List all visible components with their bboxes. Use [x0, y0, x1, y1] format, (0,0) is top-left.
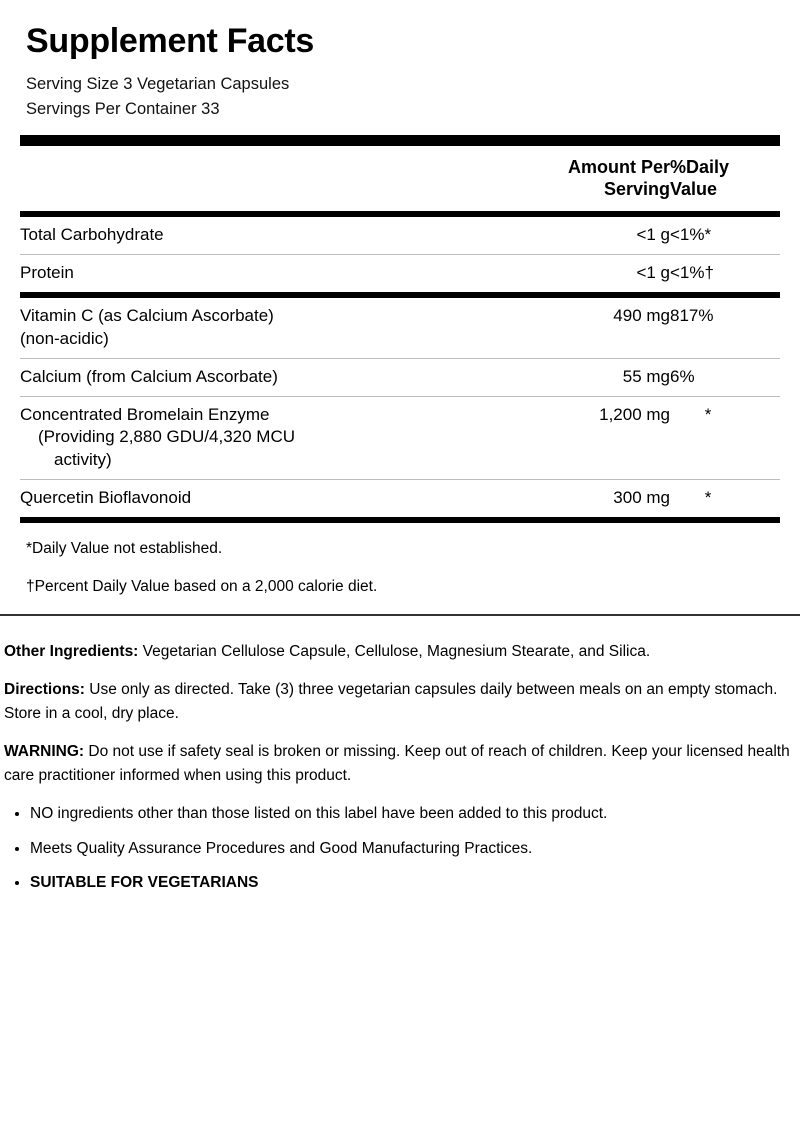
page-title: Supplement Facts	[26, 22, 315, 60]
nutrient-daily-value	[670, 397, 780, 480]
table-header-row	[20, 146, 780, 211]
nutrient-amount: <1 g	[636, 224, 670, 244]
nutrient-name-main: Vitamin C (as Calcium Ascorbate)	[20, 305, 274, 325]
table-row	[20, 255, 780, 292]
nutrient-dv-star: *	[704, 404, 712, 424]
panel-top-rule	[20, 135, 780, 146]
supplement-facts-table	[20, 146, 780, 211]
serving-size-text: Serving Size 3 Vegetarian Capsules	[26, 74, 290, 93]
footnotes	[26, 537, 780, 598]
header-blank	[20, 146, 520, 211]
list-item: • NO ingredients other than those listed on this label have been added to this product.	[30, 802, 796, 827]
footnote-percent-daily-value: †Percent Daily Value based on a 2,000 calorie diet.	[26, 577, 378, 595]
nutrient-daily-value: 6%	[670, 366, 695, 386]
nutrient-daily-value	[670, 480, 780, 517]
header-daily-value	[670, 146, 780, 211]
nutrient-name	[20, 397, 520, 480]
nutrient-daily-value: <1%*	[670, 224, 712, 244]
table-row	[20, 397, 780, 480]
nutrient-amount: 300 mg	[613, 488, 670, 508]
nutrient-amount: 1,200 mg	[599, 404, 670, 424]
list-item: • Meets Quality Assurance Procedures and Good Manufacturing Practices.	[30, 837, 796, 862]
nutrient-daily-value: <1%†	[670, 262, 714, 282]
header-amount-line2: Serving	[603, 179, 670, 200]
nutrient-amount: 490 mg	[613, 305, 670, 325]
warning-paragraph	[4, 740, 796, 788]
header-amount-per-serving	[520, 146, 670, 211]
nutrient-name-sub2: activity)	[54, 450, 112, 470]
nutrient-rows-table-2	[20, 255, 780, 292]
claims-list	[4, 802, 796, 896]
nutrient-name: Total Carbohydrate	[20, 224, 164, 244]
warning-text: Do not use if safety seal is broken or missing. Keep out of reach of children. Keep your licensed health care practitioner informed when using this product.	[4, 742, 790, 784]
nutrient-name: Protein	[20, 262, 74, 282]
directions-paragraph	[4, 678, 796, 726]
header-dv-line2: Value	[670, 179, 718, 200]
nutrient-name-sub: (Providing 2,880 GDU/4,320 MCU	[38, 427, 296, 447]
nutrient-daily-value: 817%	[670, 305, 714, 325]
nutrient-name: Quercetin Bioflavonoid	[20, 488, 192, 508]
directions-label: Directions:	[4, 680, 85, 698]
nutrient-amount: <1 g	[636, 262, 670, 282]
panel-bottom-rule	[20, 517, 780, 523]
nutrient-rows-table-6	[20, 480, 780, 517]
nutrient-rows-table	[20, 217, 780, 254]
other-ingredients-paragraph	[4, 640, 796, 664]
nutrient-rows-table-4	[20, 359, 780, 396]
nutrient-dv-star: *	[704, 488, 712, 508]
table-row	[20, 480, 780, 517]
header-amount-line1: Amount Per	[567, 156, 670, 177]
nutrient-rows-table-5	[20, 397, 780, 480]
nutrient-name-sub: (non-acidic)	[20, 328, 109, 348]
list-item: • SUITABLE FOR VEGETARIANS	[30, 871, 796, 896]
other-ingredients-label: Other Ingredients:	[4, 642, 139, 660]
table-row	[20, 217, 780, 254]
directions-text: Use only as directed. Take (3) three vegetarian capsules daily between meals on an empty stomach. Store in a cool, dry place.	[4, 680, 778, 722]
nutrient-name	[20, 298, 520, 358]
other-ingredients-text: Vegetarian Cellulose Capsule, Cellulose, Magnesium Stearate, and Silica.	[138, 642, 651, 660]
warning-label: WARNING:	[4, 742, 85, 760]
nutrient-name-main: Concentrated Bromelain Enzyme	[20, 404, 270, 424]
nutrient-name: Calcium (from Calcium Ascorbate)	[20, 366, 278, 386]
nutrient-amount: 55 mg	[622, 366, 670, 386]
footnote-daily-value-not-established: *Daily Value not established.	[26, 540, 223, 558]
table-row	[20, 359, 780, 396]
header-dv-line1: %Daily	[670, 156, 730, 177]
servings-per-container-text: Servings Per Container 33	[26, 100, 220, 119]
product-info-block	[0, 616, 800, 916]
nutrient-rows-table-3	[20, 298, 780, 358]
table-row	[20, 298, 780, 358]
